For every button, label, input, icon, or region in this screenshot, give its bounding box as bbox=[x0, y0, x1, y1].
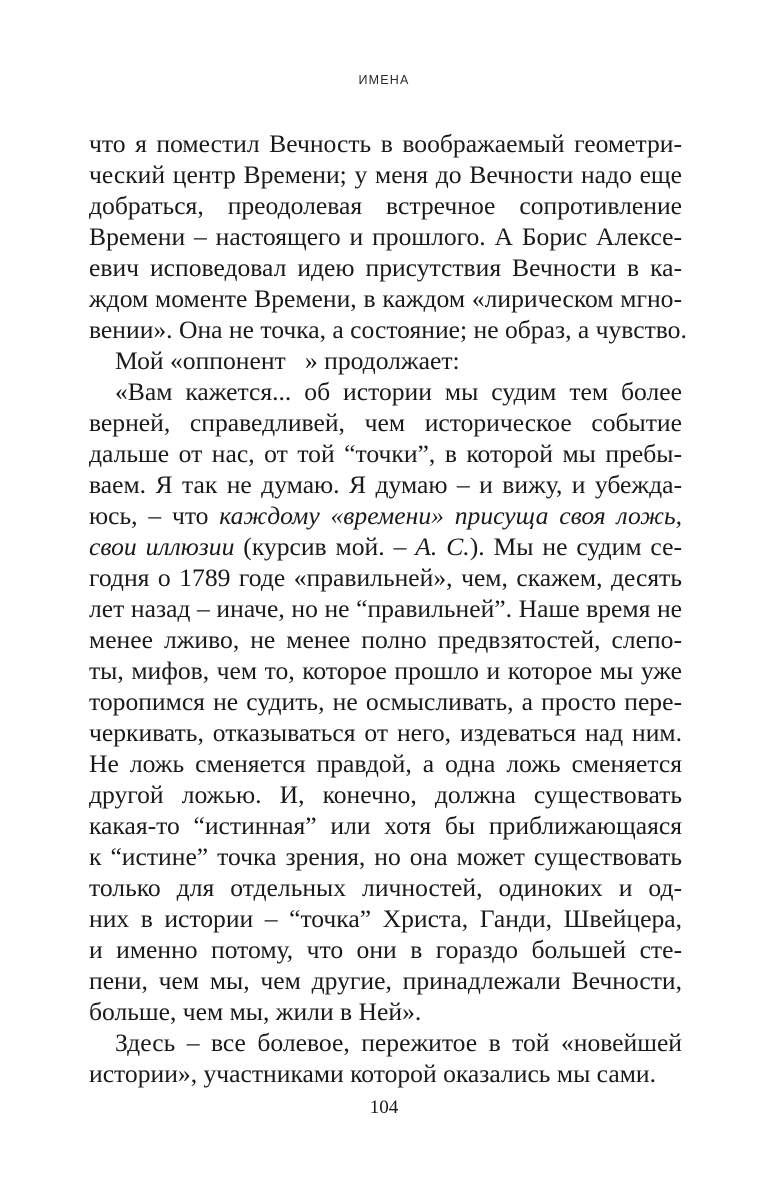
text-line bbox=[89, 376, 682, 407]
line-text: менее лживо, не менее полно предвзятостей, слепо- bbox=[89, 625, 682, 654]
text-line bbox=[89, 686, 682, 717]
line-text: евич исповедовал идею присутствия Вечности в ка- bbox=[89, 253, 682, 282]
page-number: 104 bbox=[369, 1097, 399, 1118]
line-text: другой ложью. И, конечно, должна существовать bbox=[89, 780, 682, 809]
text-line bbox=[89, 624, 682, 655]
text-line bbox=[89, 748, 682, 779]
line-text: Времени – настоящего и прошлого. А Борис Алексе- bbox=[89, 222, 682, 251]
text-line bbox=[89, 252, 682, 283]
line-text: них в истории – “точка” Христа, Ганди, Швейцера, bbox=[89, 904, 682, 933]
line-text: торопимся не судить, не осмысливать, а просто пере- bbox=[89, 687, 682, 716]
line-text: что я поместил Вечность в воображаемый геометри- bbox=[89, 129, 682, 158]
text-line bbox=[89, 469, 682, 500]
text-line bbox=[89, 159, 682, 190]
line-text: и именно потому, что они в гораздо большей сте- bbox=[89, 935, 682, 964]
line-text: вении». Она не точка, а состояние; не образ, а чувство. bbox=[89, 315, 687, 344]
line-text: дальше от нас, от той “точки”, в которой мы пребы- bbox=[89, 439, 682, 468]
running-head-title: ИМЕНА bbox=[358, 73, 410, 87]
line-text: какая-то “истинная” или хотя бы приближающаяся bbox=[89, 811, 682, 840]
line-text: «Вам кажется... об истории мы судим тем более bbox=[115, 377, 682, 406]
body-text bbox=[89, 128, 687, 1089]
line-text: добраться, преодолевая встречное сопротивление bbox=[89, 191, 682, 220]
line-text: Здесь – все болевое, пережитое в той «новейшей bbox=[115, 1028, 682, 1057]
text-line bbox=[89, 810, 682, 841]
text-line bbox=[89, 314, 687, 345]
line-text: только для отдельных личностей, одиноких и од- bbox=[89, 873, 682, 902]
text-line bbox=[89, 438, 682, 469]
text-line bbox=[89, 965, 682, 996]
line-text: черкивать, отказываться от него, издеваться над ним. bbox=[89, 718, 682, 747]
text-line bbox=[89, 593, 682, 624]
line-text: (курсив мой. – bbox=[234, 532, 416, 561]
line-text: ). Мы не судим се- bbox=[469, 532, 682, 561]
text-line bbox=[89, 779, 682, 810]
text-line bbox=[89, 1058, 682, 1089]
italic-text: А. С. bbox=[415, 532, 470, 561]
text-line bbox=[89, 996, 682, 1027]
text-line bbox=[89, 841, 682, 872]
text-line bbox=[89, 190, 682, 221]
line-text: ждом моменте Времени, в каждом «лирическом мгно- bbox=[89, 284, 682, 313]
text-line bbox=[89, 903, 682, 934]
line-text: ваем. Я так не думаю. Я думаю – и вижу, и убежда- bbox=[89, 470, 682, 499]
line-text: верней, справедливей, чем историческое событие bbox=[89, 408, 682, 437]
text-line bbox=[89, 345, 682, 376]
line-text: пени, чем мы, чем другие, принадлежали Вечности, bbox=[89, 966, 682, 995]
line-text: больше, чем мы, жили в Ней». bbox=[89, 997, 422, 1026]
text-line bbox=[89, 500, 682, 531]
line-text: ческий центр Времени; у меня до Вечности надо еще bbox=[89, 160, 682, 189]
text-line bbox=[89, 221, 682, 252]
text-line bbox=[89, 562, 682, 593]
line-text: годня о 1789 годе «правильней», чем, скажем, десять bbox=[89, 563, 682, 592]
text-line bbox=[89, 531, 682, 562]
line-text: Мой «оппонент » продолжает: bbox=[115, 346, 460, 375]
line-text: Не ложь сменяется правдой, а одна ложь сменяется bbox=[89, 749, 682, 778]
line-text: лет назад – иначе, но не “правильней”. Наше время не bbox=[89, 594, 682, 623]
line-text: истории», участниками которой оказались мы сами. bbox=[89, 1059, 656, 1088]
text-line bbox=[89, 717, 682, 748]
text-line bbox=[89, 934, 682, 965]
text-line bbox=[89, 655, 682, 686]
line-text: ты, мифов, чем то, которое прошло и которое мы уже bbox=[89, 656, 682, 685]
line-text: к “истине” точка зрения, но она может существовать bbox=[89, 842, 682, 871]
line-text: юсь, – что bbox=[89, 501, 220, 530]
italic-text: свои иллюзии bbox=[89, 532, 235, 561]
text-line bbox=[89, 1027, 682, 1058]
text-line bbox=[89, 872, 682, 903]
text-line bbox=[89, 128, 682, 159]
text-line bbox=[89, 407, 682, 438]
italic-text: каждому «времени» присуща своя ложь, bbox=[219, 501, 682, 530]
text-line bbox=[89, 283, 682, 314]
